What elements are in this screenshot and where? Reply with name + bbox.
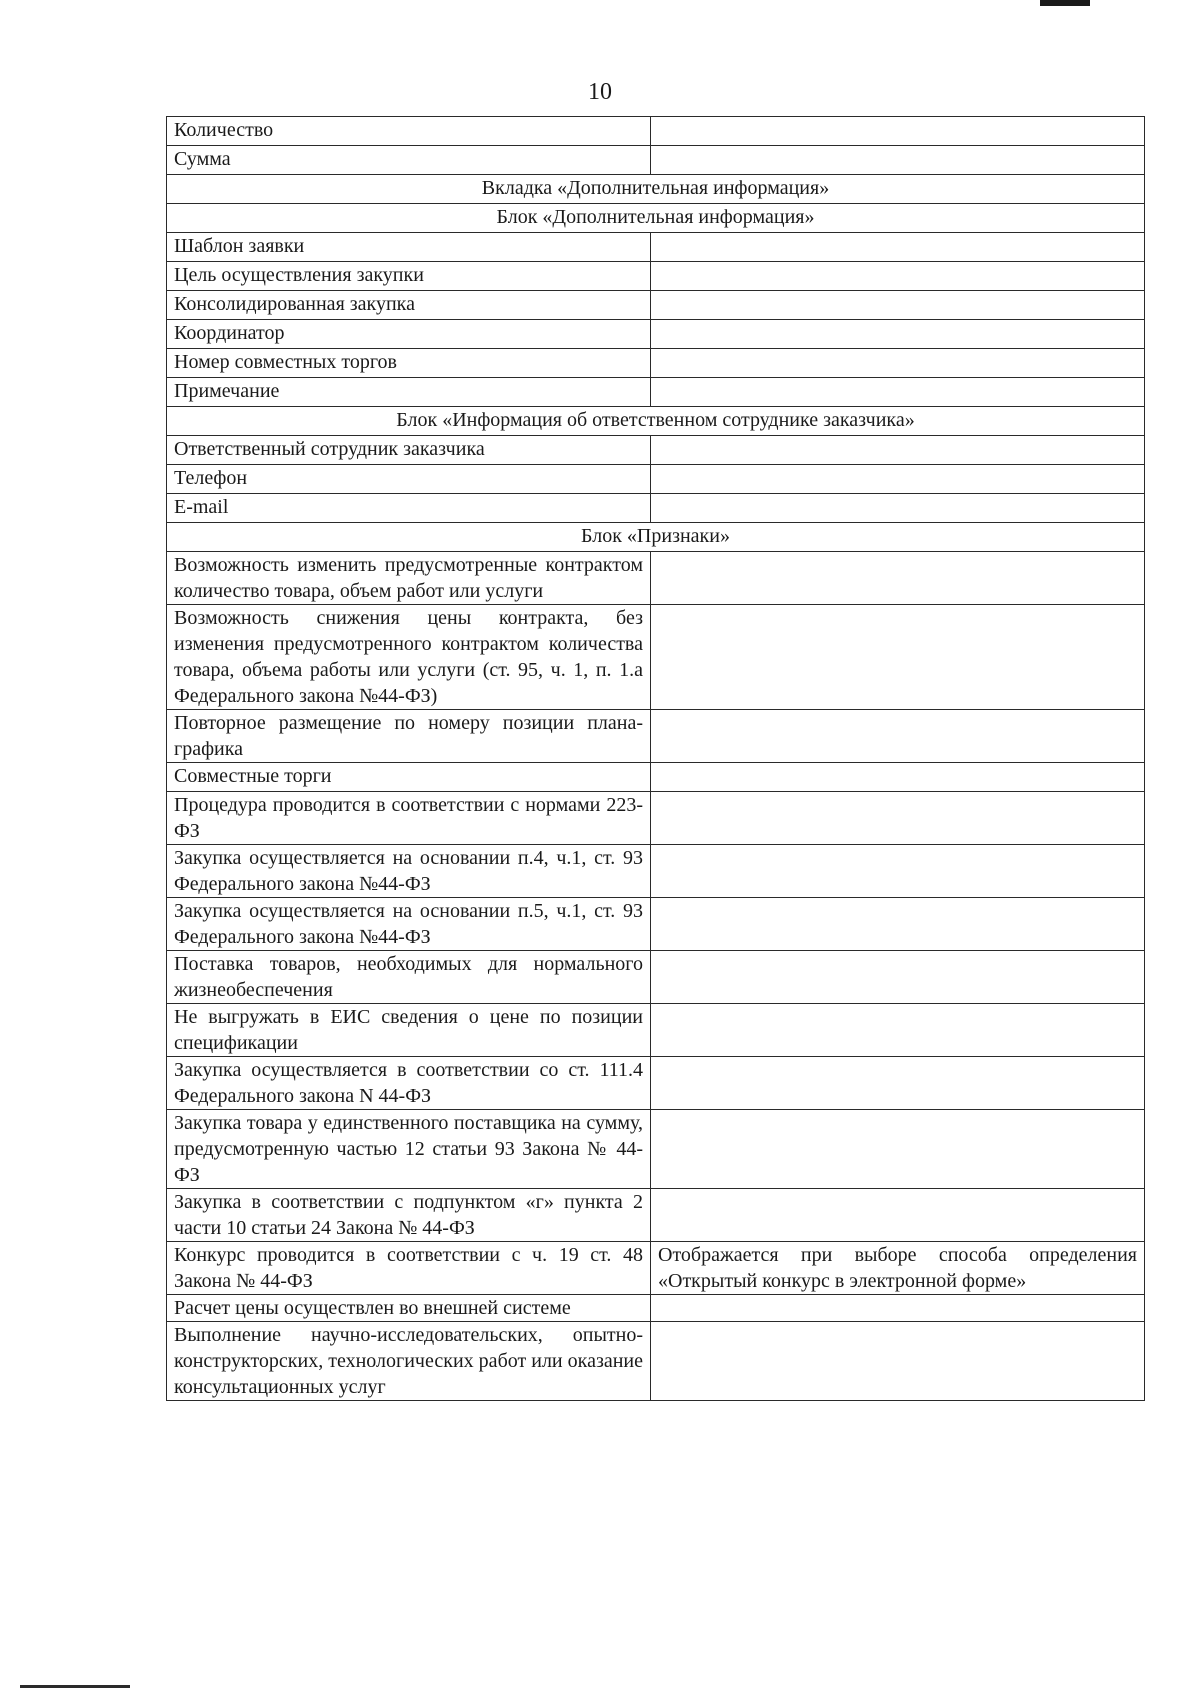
field-value [651,378,1145,407]
field-label: Закупка в соответствии с подпунктом «г» пункта 2 части 10 статьи 24 Закона № 44-ФЗ [167,1189,651,1242]
field-value [651,763,1145,792]
section-header-row [167,204,1145,233]
field-label: Шаблон заявки [167,233,651,262]
field-value [651,1295,1145,1322]
section-header-row [167,523,1145,552]
field-row [167,1004,1145,1057]
field-label: Не выгружать в ЕИС сведения о цене по позиции спецификации [167,1004,651,1057]
field-label: Поставка товаров, необходимых для нормального жизнеобеспечения [167,951,651,1004]
field-label: Закупка товара у единственного поставщика на сумму, предусмотренную частью 12 статьи 93 Закона № 44-ФЗ [167,1110,651,1189]
field-label: Конкурс проводится в соответствии с ч. 19 ст. 48 Закона № 44-ФЗ [167,1242,651,1295]
field-value [651,1189,1145,1242]
field-value [651,710,1145,763]
field-value [651,233,1145,262]
field-value [651,146,1145,175]
field-label: Ответственный сотрудник заказчика [167,436,651,465]
field-label: Количество [167,117,651,146]
field-value [651,436,1145,465]
field-value [651,552,1145,605]
field-value [651,845,1145,898]
field-label: Возможность снижения цены контракта, без изменения предусмотренного контрактом количества товара, объема работы или услуги (ст. 95, ч. 1, п. 1.а Федерального закона №44-ФЗ) [167,605,651,710]
field-row [167,233,1145,262]
field-row [167,710,1145,763]
field-row [167,465,1145,494]
field-label: Телефон [167,465,651,494]
field-value [651,494,1145,523]
field-value [651,1322,1145,1401]
field-row [167,605,1145,710]
scan-artifact-top [1040,0,1090,6]
field-label: Возможность изменить предусмотренные контрактом количество товара, объем работ или услуги [167,552,651,605]
field-label: Закупка осуществляется в соответствии со ст. 111.4 Федерального закона N 44-ФЗ [167,1057,651,1110]
field-row [167,1295,1145,1322]
field-row [167,845,1145,898]
field-label: E-mail [167,494,651,523]
field-row [167,146,1145,175]
field-row [167,117,1145,146]
section-header: Блок «Дополнительная информация» [167,204,1145,233]
field-value [651,792,1145,845]
field-row [167,291,1145,320]
section-header: Вкладка «Дополнительная информация» [167,175,1145,204]
field-row [167,1242,1145,1295]
field-value [651,465,1145,494]
field-label: Расчет цены осуществлен во внешней системе [167,1295,651,1322]
field-row [167,951,1145,1004]
field-label: Повторное размещение по номеру позиции плана-графика [167,710,651,763]
field-value [651,349,1145,378]
field-value [651,1110,1145,1189]
section-header: Блок «Информация об ответственном сотруднике заказчика» [167,407,1145,436]
page-number: 10 [588,79,612,105]
section-header-row [167,407,1145,436]
field-row [167,552,1145,605]
field-label: Консолидированная закупка [167,291,651,320]
field-label: Сумма [167,146,651,175]
field-row [167,262,1145,291]
field-label: Процедура проводится в соответствии с нормами 223-ФЗ [167,792,651,845]
field-value [651,117,1145,146]
field-row [167,320,1145,349]
field-value [651,291,1145,320]
field-value [651,320,1145,349]
field-row [167,1322,1145,1401]
field-label: Координатор [167,320,651,349]
field-value [651,1004,1145,1057]
field-label: Закупка осуществляется на основании п.4, ч.1, ст. 93 Федерального закона №44-ФЗ [167,845,651,898]
field-row [167,1189,1145,1242]
field-label: Примечание [167,378,651,407]
fields-table [166,116,1145,1401]
field-value [651,605,1145,710]
fields-table-body [167,117,1145,1401]
field-row [167,1110,1145,1189]
field-row [167,898,1145,951]
scan-artifact-bottom [20,1685,130,1688]
field-row [167,763,1145,792]
field-value [651,898,1145,951]
field-label: Выполнение научно-исследовательских, опытно-конструкторских, технологических работ или оказание консультационных услуг [167,1322,651,1401]
field-value [651,951,1145,1004]
field-value: Отображается при выборе способа определения «Открытый конкурс в электронной форме» [651,1242,1145,1295]
field-value [651,262,1145,291]
field-label: Цель осуществления закупки [167,262,651,291]
field-row [167,349,1145,378]
field-label: Совместные торги [167,763,651,792]
section-header-row [167,175,1145,204]
section-header: Блок «Признаки» [167,523,1145,552]
field-row [167,792,1145,845]
field-row [167,436,1145,465]
field-row [167,494,1145,523]
field-value [651,1057,1145,1110]
field-label: Закупка осуществляется на основании п.5, ч.1, ст. 93 Федерального закона №44-ФЗ [167,898,651,951]
field-row [167,378,1145,407]
field-label: Номер совместных торгов [167,349,651,378]
field-row [167,1057,1145,1110]
